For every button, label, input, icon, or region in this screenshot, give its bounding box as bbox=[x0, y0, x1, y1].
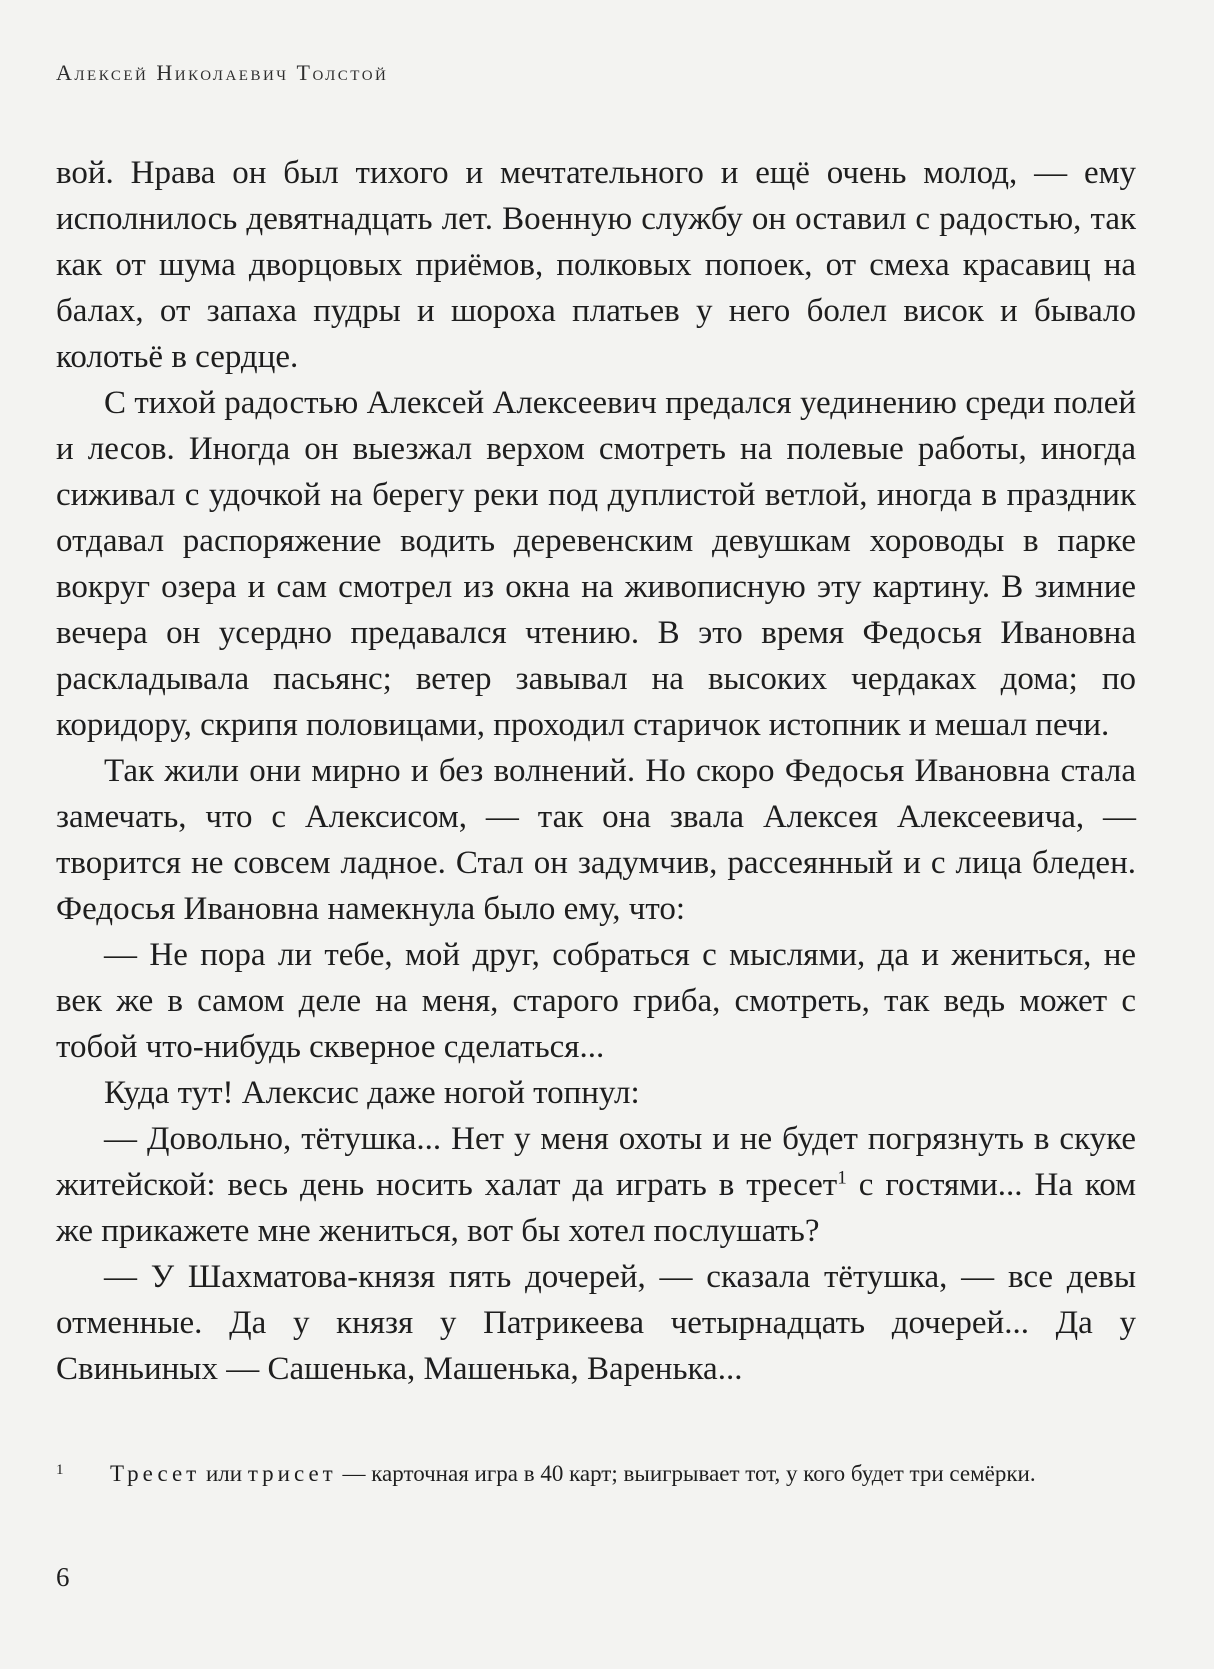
footnote-reference: 1 bbox=[837, 1167, 847, 1189]
paragraph-5: Куда тут! Алексис даже ногой топнул: bbox=[104, 1075, 640, 1111]
footnote-or: или bbox=[200, 1461, 248, 1486]
footnote-text bbox=[110, 1458, 1136, 1490]
page-number: 6 bbox=[56, 1562, 70, 1592]
paragraph-6 bbox=[56, 1116, 1136, 1254]
paragraph-6-text-a: — Довольно, тётушка... Нет у меня охоты и не будет погрязнуть в скуке житейской: весь день носить халат да играть в тресет bbox=[56, 1121, 1136, 1203]
body-text bbox=[56, 150, 1136, 1392]
footnote bbox=[56, 1458, 1136, 1490]
running-header: Алексей Николаевич Толстой bbox=[56, 60, 389, 85]
paragraph-3: Так жили они мирно и без волнений. Но скоро Федосья Ивановна стала замечать, что с Алексисом, — так она звала Алексея Алексеевича, — творится не совсем ладное. Стал он задумчив, рассеянный и с лица бледен. Федосья Ивановна намекнула было ему, что: bbox=[56, 753, 1136, 927]
paragraph-7: — У Шахматова-князя пять дочерей, — сказала тётушка, — все девы отменные. Да у князя у Патрикеева четырнадцать дочерей... Да у Свиньиных — Сашенька, Машенька, Варенька... bbox=[56, 1259, 1136, 1387]
paragraph-4: — Не пора ли тебе, мой друг, собраться с мыслями, да и жениться, не век же в самом деле на меня, старого гриба, смотреть, так ведь может с тобой что-нибудь скверное сделаться... bbox=[56, 937, 1136, 1065]
footnote-definition: — карточная игра в 40 карт; выигрывает тот, у кого будет три семёрки. bbox=[336, 1461, 1036, 1486]
paragraph-2: С тихой радостью Алексей Алексеевич предался уединению среди полей и лесов. Иногда он выезжал верхом смотреть на полевые работы, иногда сиживал с удочкой на берегу реки под дуплистой ветлой, иногда в праздник отдавал распоряжение водить деревенским девушкам хороводы в парке вокруг озера и сам смотрел из окна на живописную эту картину. В зимние вечера он усердно предавался чтению. В это время Федосья Ивановна раскладывала пасьянс; ветер завывал на высоких чердаках дома; по коридору, скрипя половицами, проходил старичок истопник и мешал печи. bbox=[56, 385, 1136, 743]
paragraph-1: вой. Нрава он был тихого и мечтательного и ещё очень молод, — ему исполнилось девятнадцать лет. Военную службу он оставил с радостью, так как от шума дворцовых приёмов, полковых попоек, от смеха красавиц на балах, от запаха пудры и шороха платьев у него болел висок и бывало колотьё в сердце. bbox=[56, 155, 1136, 375]
footnote-term-2: трисет bbox=[247, 1461, 337, 1486]
paragraph-6-text-b: с гостями... На ком же прикажете мне жениться, вот бы хотел послушать? bbox=[56, 1167, 1136, 1249]
footnote-mark: 1 bbox=[56, 1462, 64, 1478]
footnote-term-1: Тресет bbox=[110, 1461, 201, 1486]
